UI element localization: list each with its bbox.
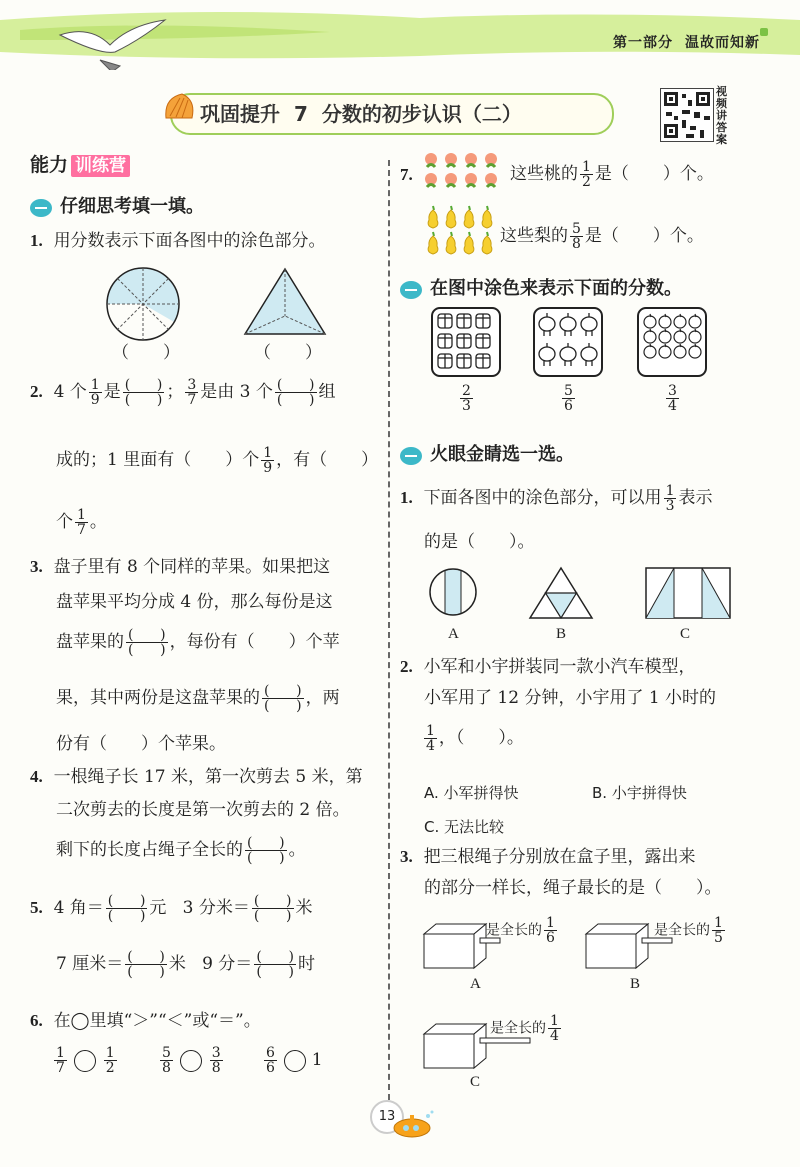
c1-option-b-figure[interactable] (528, 566, 594, 620)
q5-line-2: 7 厘米＝ $\frac{( )}{( )}$ 米 9 分＝ $\frac{( )}{( )}$ 时 (56, 949, 315, 980)
q3-line-5: 份有（ ）个苹果。 (56, 734, 226, 754)
c2-option-b[interactable]: B. 小宇拼得快 (592, 784, 687, 802)
q7-peach-text: 这些桃的 $\frac{1}{2}$ 是（ ）个。 (510, 159, 714, 190)
c1-label-a: A (448, 626, 459, 642)
c3-caption-b: 是全长的 $\frac{1}{5}$ (654, 915, 723, 946)
shade-frac-1: $\frac{2}{3}$ (462, 383, 471, 414)
section-badge-icon (30, 199, 52, 217)
shade-frac-2: $\frac{5}{6}$ (564, 383, 573, 414)
section-1-heading: 仔细思考填一填。 (30, 192, 204, 218)
q1-answer-2[interactable]: （ ） (254, 343, 322, 363)
section-3-heading: 火眼金睛选一选。 (400, 440, 574, 466)
compare-circle[interactable] (74, 1050, 96, 1072)
q1-text: 1. 用分数表示下面各图中的涂色部分。 (30, 231, 326, 251)
c1-option-c-figure[interactable] (644, 566, 732, 620)
c3-caption-a: 是全长的 $\frac{1}{6}$ (486, 915, 555, 946)
q2-blank-frac-1[interactable]: $\frac{( )}{( )}$ (124, 377, 163, 408)
c3-label-b: B (630, 976, 641, 992)
c2-option-a[interactable]: A. 小军拼得快 (424, 784, 519, 802)
q3-blank-frac-2[interactable]: $\frac{( )}{( )}$ (264, 683, 302, 714)
section-2-heading: 在图中涂色来表示下面的分数。 (400, 274, 682, 300)
shade-frac-3: $\frac{3}{4}$ (668, 383, 677, 414)
shell-icon (162, 90, 196, 124)
q7-pear-text: 这些梨的 $\frac{5}{8}$ 是（ ）个。 (500, 221, 704, 252)
q5-blank-3[interactable]: $\frac{( )}{( )}$ (127, 949, 165, 980)
header-marker (760, 28, 768, 36)
q3-blank-frac-1[interactable]: $\frac{( )}{( )}$ (128, 627, 166, 658)
q1-circle-figure (98, 266, 188, 342)
q3-line-2: 盘苹果平均分成 4 份，那么每份是这 (56, 592, 333, 612)
c3-line-1: 3. 把三根绳子分别放在盒子里，露出来 (400, 847, 696, 867)
c1-label-c: C (680, 626, 691, 642)
c1-line-1: 1. 下面各图中的涂色部分，可以用 $\frac{1}{3}$ 表示 (400, 483, 713, 514)
column-divider (388, 160, 390, 1100)
q6-text: 6. 在◯里填“＞”“＜”或“＝”。 (30, 1011, 261, 1031)
q4-line-1: 4. 一根绳子长 17 米，第一次剪去 5 米，第 (30, 767, 363, 787)
shade-box-lanterns[interactable] (532, 306, 604, 378)
q1-answer-1[interactable]: （ ） (112, 343, 180, 363)
q3-line-4: 果，其中两份是这盘苹果的 $\frac{( )}{( )}$ ，两 (56, 683, 340, 714)
q2-blank-frac-2[interactable]: $\frac{( )}{( )}$ (276, 377, 315, 408)
q6-compare-1: $\frac{1}{7}$ $\frac{1}{2}$ (56, 1045, 115, 1076)
q5-blank-4[interactable]: $\frac{( )}{( )}$ (256, 949, 294, 980)
c3-label-a: A (470, 976, 481, 992)
q6-compare-3: $\frac{6}{6}$ 1 (266, 1045, 323, 1076)
compare-circle[interactable] (180, 1050, 202, 1072)
q4-line-3: 剩下的长度占绳子全长的 $\frac{( )}{( )}$ 。 (56, 835, 306, 866)
q2-line-3: 个 $\frac{1}{7}$ 。 (56, 507, 107, 538)
shade-box-cups[interactable] (430, 306, 502, 378)
q5-blank-2[interactable]: $\frac{( )}{( )}$ (253, 893, 292, 924)
q6-compare-2: $\frac{5}{8}$ $\frac{3}{8}$ (162, 1045, 221, 1076)
pear-group-icon (424, 204, 500, 258)
submarine-icon (392, 1110, 436, 1140)
q4-blank-frac[interactable]: $\frac{( )}{( )}$ (247, 835, 285, 866)
q4-line-2: 二次剪去的长度是第一次剪去的 2 倍。 (56, 800, 350, 820)
c3-caption-c: 是全长的 $\frac{1}{4}$ (490, 1013, 559, 1044)
c1-option-a-figure[interactable] (428, 566, 478, 620)
c1-label-b: B (556, 626, 567, 642)
section-badge-icon (400, 447, 422, 465)
compare-circle[interactable] (284, 1050, 306, 1072)
q3-line-1: 3. 盘子里有 8 个同样的苹果。如果把这 (30, 557, 331, 577)
section-badge-icon (400, 281, 422, 299)
c3-label-c: C (470, 1074, 481, 1090)
q5-line-1: 5. 4 角＝ $\frac{( )}{( )}$ 元 3 分米＝ $\frac{( )}{( )}$ 米 (30, 893, 313, 924)
header-label: 第一部分 温故而知新 (613, 35, 760, 51)
c2-line-3: $\frac{1}{4}$ ，（ ）。 (426, 723, 524, 754)
q2-line-2: 成的；1 里面有（ ）个 $\frac{1}{9}$ ，有（ ） (56, 445, 379, 476)
c1-line-2: 的是（ ）。 (424, 532, 535, 552)
page-title: 巩固提升 7 分数的初步认识（二） (200, 102, 522, 126)
qr-code-icon[interactable] (660, 88, 714, 142)
q7-no: 7. (400, 165, 413, 184)
q5-blank-1[interactable]: $\frac{( )}{( )}$ (107, 893, 146, 924)
c3-line-2: 的部分一样长，绳子最长的是（ ）。 (424, 878, 722, 898)
peach-group-icon (422, 150, 512, 192)
qr-caption: 视频讲答案 (716, 85, 727, 146)
q1-triangle-figure (240, 266, 330, 338)
page-number: 13 (370, 1100, 404, 1134)
ability-heading: 能力 训练营 (30, 150, 130, 177)
c2-line-1: 2. 小军和小宇拼装同一款小汽车模型， (400, 657, 696, 677)
shade-box-apples[interactable] (636, 306, 708, 378)
c2-line-2: 小军用了 12 分钟，小宇用了 1 小时的 (424, 688, 717, 708)
q3-line-3: 盘苹果的 $\frac{( )}{( )}$ ，每份有（ ）个苹 (56, 627, 340, 658)
c2-option-c[interactable]: C. 无法比较 (424, 818, 505, 836)
q2-line-1: 2. 4 个 $\frac{1}{9}$ 是 $\frac{( )}{( )}$ ； $\frac{3}{7}$ 是由 3 个 $\frac{( )}{( )}$ 组 (30, 377, 336, 408)
